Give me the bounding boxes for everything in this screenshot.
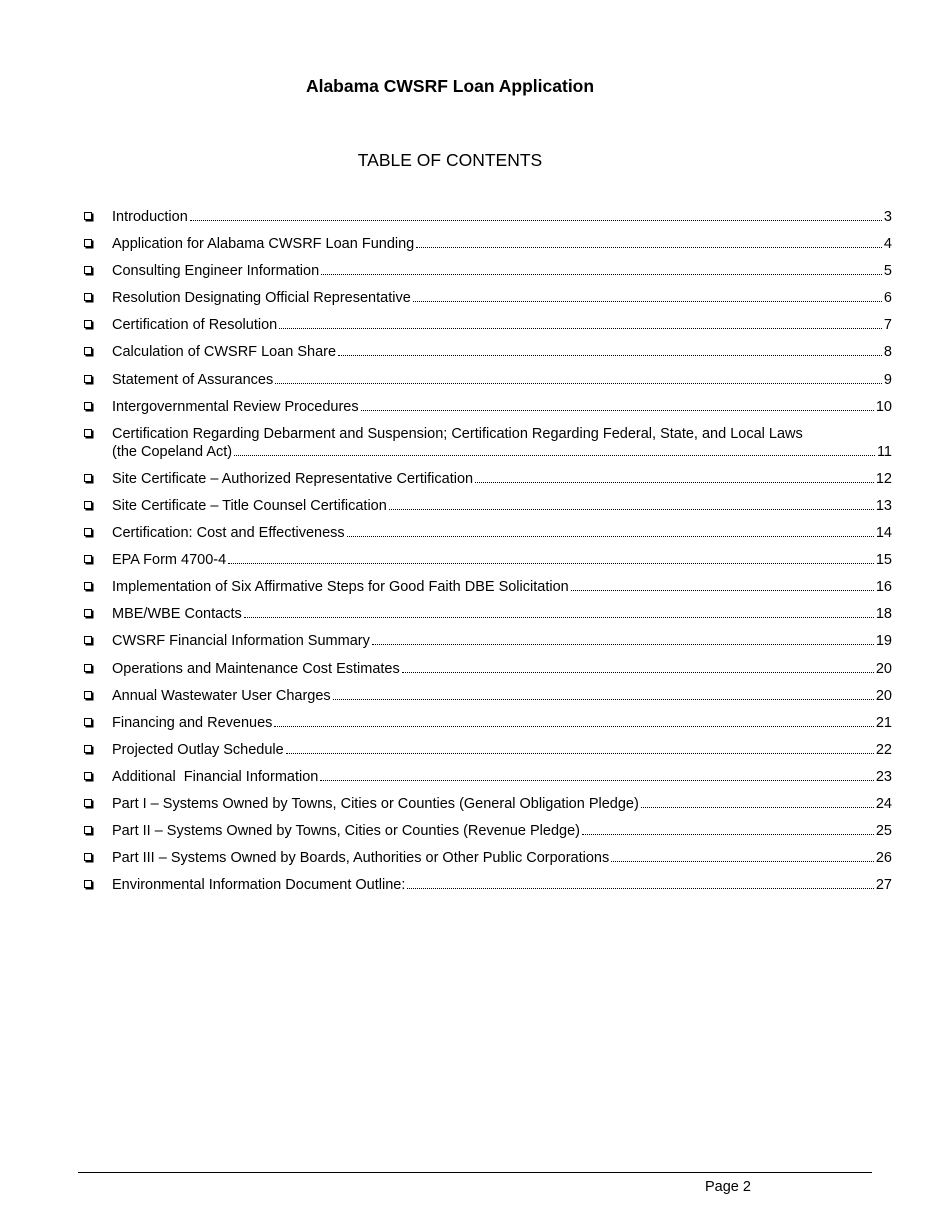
checkbox-bullet-icon [84, 474, 92, 482]
toc-item-title: Part II – Systems Owned by Towns, Cities or Counties (Revenue Pledge) [112, 823, 580, 840]
toc-item-page: 15 [875, 552, 892, 569]
toc-item[interactable] [84, 876, 892, 894]
toc-item-title: Statement of Assurances [112, 371, 274, 388]
checkbox-bullet-icon [84, 501, 92, 509]
toc-item-title: Part III – Systems Owned by Boards, Authorities or Other Public Corporations [112, 850, 610, 867]
checkbox-bullet-icon [84, 772, 92, 780]
toc-item-page: 9 [883, 371, 892, 388]
toc-item-page: 26 [875, 850, 892, 867]
toc-item-page: 27 [875, 877, 892, 894]
dot-leader [416, 247, 882, 248]
toc-item[interactable] [84, 687, 892, 705]
checkbox-bullet-icon [84, 239, 92, 247]
toc-item-title: Intergovernmental Review Procedures [112, 398, 359, 415]
document-title: Alabama CWSRF Loan Application [305, 76, 595, 96]
toc-item[interactable] [84, 849, 892, 867]
footer-page-number: Page 2 [705, 1179, 751, 1195]
toc-item[interactable] [84, 497, 892, 515]
checkbox-bullet-icon [84, 880, 92, 888]
toc-item-page: 11 [876, 443, 892, 460]
toc-item[interactable] [84, 822, 892, 840]
toc-item-title: Implementation of Six Affirmative Steps for Good Faith DBE Solicitation [112, 579, 569, 596]
toc-item-title: Operations and Maintenance Cost Estimates [112, 660, 400, 677]
dot-leader [234, 455, 875, 456]
toc-item[interactable] [84, 235, 892, 253]
toc-item[interactable] [84, 578, 892, 596]
toc-item-title: Site Certificate – Authorized Representative Certification [112, 470, 474, 487]
toc-item-page: 4 [883, 236, 892, 253]
dot-leader [338, 355, 882, 356]
toc-item-page: 8 [883, 344, 892, 361]
toc-item-title: Financing and Revenues [112, 714, 273, 731]
dot-leader [402, 672, 874, 673]
toc-item-title: Projected Outlay Schedule [112, 741, 284, 758]
toc-item-page: 10 [875, 398, 892, 415]
dot-leader [413, 301, 882, 302]
toc-heading: TABLE OF CONTENTS [357, 150, 543, 170]
checkbox-bullet-icon [84, 347, 92, 355]
toc-item[interactable] [84, 741, 892, 759]
toc-item-page: 21 [875, 714, 892, 731]
toc-item-page: 7 [883, 317, 892, 334]
toc-item[interactable] [84, 470, 892, 488]
toc-item-page: 14 [875, 525, 892, 542]
dot-leader [372, 644, 874, 645]
dot-leader [244, 617, 874, 618]
checkbox-bullet-icon [84, 609, 92, 617]
checkbox-bullet-icon [84, 718, 92, 726]
toc-item[interactable] [84, 343, 892, 361]
dot-leader [228, 563, 874, 564]
toc-item-title: CWSRF Financial Information Summary [112, 633, 370, 650]
toc-item-page: 22 [875, 741, 892, 758]
dot-leader [611, 861, 874, 862]
dot-leader [389, 509, 874, 510]
toc-item[interactable] [84, 605, 892, 623]
toc-item-title: Certification of Resolution [112, 317, 278, 334]
toc-item[interactable] [84, 371, 892, 389]
toc-item-page: 25 [875, 823, 892, 840]
checkbox-bullet-icon [84, 799, 92, 807]
toc-item-title: Certification Regarding Debarment and Suspension; Certification Regarding Federal, State, and Local Laws [112, 425, 803, 442]
toc-item[interactable] [84, 524, 892, 542]
toc-item[interactable] [84, 208, 892, 226]
checkbox-bullet-icon [84, 555, 92, 563]
toc-item-title: Resolution Designating Official Representative [112, 290, 411, 307]
dot-leader [286, 753, 874, 754]
toc-item[interactable] [84, 425, 892, 461]
toc-item[interactable] [84, 632, 892, 650]
dot-leader [347, 536, 874, 537]
toc-item-title-continued: (the Copeland Act) [112, 443, 233, 460]
toc-item-page: 6 [883, 290, 892, 307]
toc-item-title: Certification: Cost and Effectiveness [112, 525, 345, 542]
toc-item[interactable] [84, 398, 892, 416]
toc-item[interactable] [84, 660, 892, 678]
dot-leader [320, 780, 874, 781]
toc-item-page: 13 [875, 497, 892, 514]
toc-item-title: Consulting Engineer Information [112, 263, 320, 280]
toc-item-page: 3 [883, 209, 892, 225]
toc-item-title: Additional Financial Information [112, 768, 319, 785]
checkbox-bullet-icon [84, 402, 92, 410]
checkbox-bullet-icon [84, 691, 92, 699]
toc-item-title: Application for Alabama CWSRF Loan Funding [112, 236, 415, 253]
dot-leader [321, 274, 882, 275]
checkbox-bullet-icon [84, 745, 92, 753]
toc-item[interactable] [84, 551, 892, 569]
checkbox-bullet-icon [84, 375, 92, 383]
dot-leader [190, 220, 882, 221]
toc-item-page: 19 [875, 633, 892, 650]
toc-item-title: Calculation of CWSRF Loan Share [112, 344, 337, 361]
dot-leader [333, 699, 874, 700]
dot-leader [279, 328, 882, 329]
checkbox-bullet-icon [84, 429, 92, 437]
dot-leader [275, 383, 882, 384]
toc-item-title: MBE/WBE Contacts [112, 606, 242, 623]
toc-item-page: 18 [875, 606, 892, 623]
dot-leader [361, 410, 874, 411]
dot-leader [571, 590, 874, 591]
toc-item[interactable] [84, 316, 892, 334]
dot-leader [475, 482, 874, 483]
toc-item[interactable] [84, 289, 892, 307]
checkbox-bullet-icon [84, 853, 92, 861]
toc-item-page: 20 [875, 687, 892, 704]
toc-item-title: EPA Form 4700-4 [112, 552, 227, 569]
toc-item-page: 16 [875, 579, 892, 596]
toc-item-page: 5 [883, 263, 892, 280]
dot-leader [274, 726, 873, 727]
toc-item-page: 23 [875, 768, 892, 785]
dot-leader [582, 834, 874, 835]
checkbox-bullet-icon [84, 636, 92, 644]
checkbox-bullet-icon [84, 320, 92, 328]
checkbox-bullet-icon [84, 826, 92, 834]
checkbox-bullet-icon [84, 664, 92, 672]
toc-item-page: 24 [875, 795, 892, 812]
dot-leader [407, 888, 873, 889]
toc-item[interactable] [84, 262, 892, 280]
toc-item-title: Introduction [112, 209, 188, 225]
toc-item-title: Annual Wastewater User Charges [112, 687, 331, 704]
checkbox-bullet-icon [84, 212, 92, 220]
toc-item[interactable] [84, 795, 892, 813]
toc-item-title: Site Certificate – Title Counsel Certification [112, 497, 387, 514]
checkbox-bullet-icon [84, 528, 92, 536]
table-of-contents [84, 208, 892, 903]
checkbox-bullet-icon [84, 266, 92, 274]
toc-item-title: Part I – Systems Owned by Towns, Cities or Counties (General Obligation Pledge) [112, 795, 639, 812]
checkbox-bullet-icon [84, 582, 92, 590]
dot-leader [641, 807, 874, 808]
checkbox-bullet-icon [84, 293, 92, 301]
footer-divider [78, 1172, 872, 1173]
toc-item[interactable] [84, 768, 892, 786]
toc-item-page: 12 [875, 470, 892, 487]
toc-item-page: 20 [875, 660, 892, 677]
toc-item[interactable] [84, 714, 892, 732]
toc-item-title: Environmental Information Document Outline: [112, 877, 406, 894]
